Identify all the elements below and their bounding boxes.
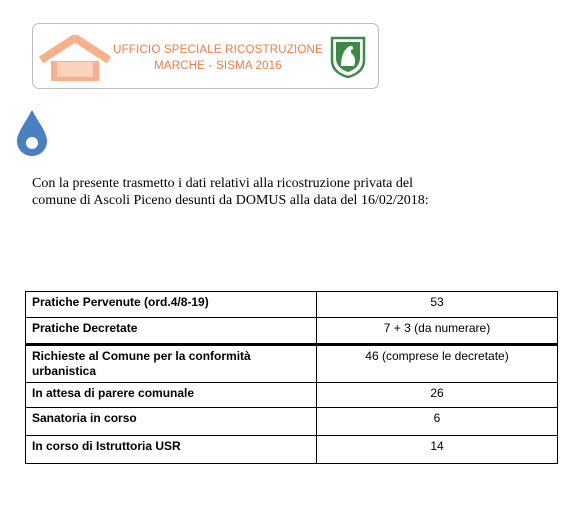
office-title-line2: MARCHE - SISMA 2016 [154,60,282,72]
table-row [26,292,558,318]
table-row [26,436,558,464]
row-label: Sanatoria in corso [26,408,317,436]
marche-region-emblem-icon [330,36,366,78]
reconstruction-data-table [25,291,558,464]
row-value: 53 [317,292,558,318]
intro-paragraph [32,175,552,209]
row-label: Richieste al Comune per la conformità urbanistica [26,345,317,383]
intro-line1: Con la presente trasmetto i dati relativi alla ricostruzione privata del [32,176,413,191]
row-value: 46 (comprese le decretate) [317,345,558,383]
row-label: In attesa di parere comunale [26,383,317,408]
table-row [26,345,558,383]
row-value: 7 + 3 (da numerare) [317,318,558,345]
house-icon [37,35,113,83]
row-label: In corso di Istruttoria USR [26,436,317,464]
office-title-line1: UFFICIO SPECIALE RICOSTRUZIONE [113,44,323,56]
row-label: Pratiche Decretate [26,318,317,345]
office-title [113,42,323,74]
row-value: 14 [317,436,558,464]
row-value: 6 [317,408,558,436]
water-drop-icon [14,108,50,158]
row-label: Pratiche Pervenute (ord.4/8-19) [26,292,317,318]
row-value: 26 [317,383,558,408]
table-row [26,318,558,345]
letterhead [32,23,379,89]
table-row [26,383,558,408]
table-row [26,408,558,436]
intro-line2: comune di Ascoli Piceno desunti da DOMUS alla data del 16/02/2018: [32,193,429,208]
